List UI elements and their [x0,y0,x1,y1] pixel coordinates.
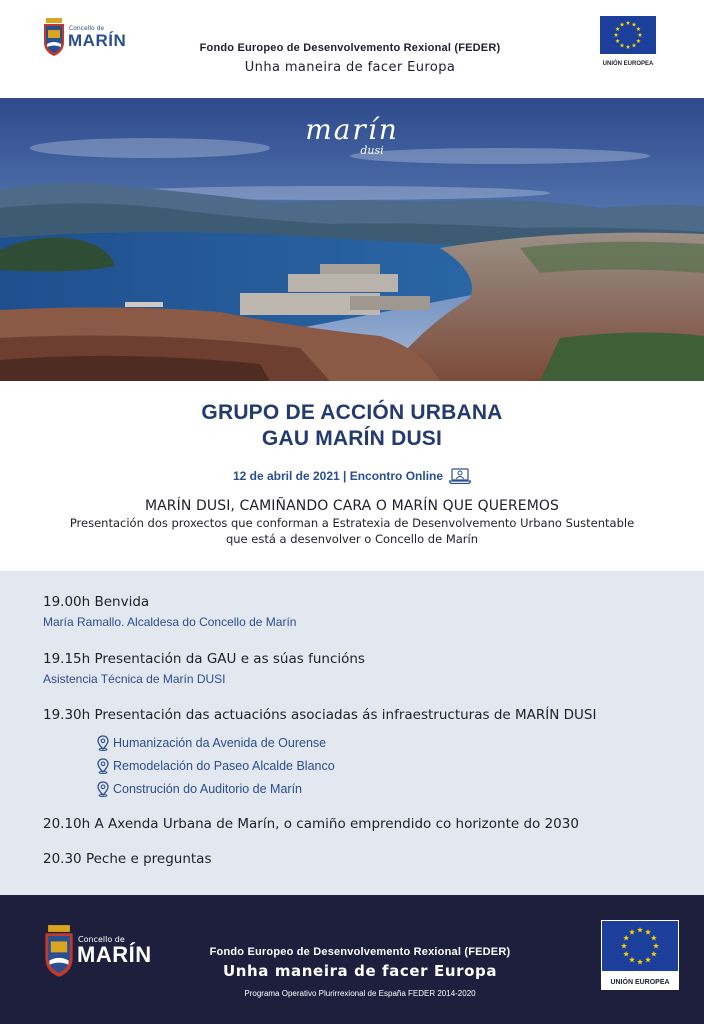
header [0,0,704,98]
eu-label: UNIÓN EUROPEA [602,61,654,67]
event-date [0,468,704,484]
agenda-item [43,594,296,629]
footer-eu-emblem [601,920,679,990]
eu-motto: Unha maneira de facer Europa [244,60,456,75]
logo-wordmark: MARÍN [77,942,152,967]
eu-flag-icon [602,921,678,971]
project-item [97,735,326,751]
brand-sub: dusi [360,144,384,157]
eu-flag-icon [600,16,656,54]
agenda-item-title: 20.10h A Axenda Urbana de Marín, o camiño emprendido co horizonte do 2030 [43,816,579,832]
project-item [97,758,335,774]
eu-label: UNIÓN EUROPEA [610,979,670,986]
logo-caption: Concello de [78,935,125,944]
event-title-line-2: GAU MARÍN DUSI [261,427,443,450]
hero-photo [0,98,704,381]
project-item [97,781,302,797]
eu-emblem [600,16,656,67]
agenda-item-title: 19.00h Benvida [43,594,150,610]
agenda-item [43,707,596,723]
coat-of-arms-icon [43,18,65,56]
project-label: Remodelación do Paseo Alcalde Blanco [113,759,335,773]
event-title-line-1: GRUPO DE ACCIÓN URBANA [201,401,503,424]
header-feder-block [150,42,550,75]
event-description [0,515,704,547]
concello-marin-logo [44,925,152,977]
event-description-line-1: Presentación dos proxectos que conforman a Estratexia de Desenvolvemento Urbano Sustentable [69,516,635,530]
location-pin-icon [97,781,109,797]
agenda-item [43,816,579,832]
footer-program: Programa Operativo Plurirrexional de España FEDER 2014-2020 [244,989,476,998]
laptop-video-icon [449,468,471,484]
event-date-text: 12 de abril de 2021 | Encontro Online [232,469,444,483]
agenda-item [43,851,212,867]
marin-dusi-brand [290,113,414,157]
agenda [0,571,704,895]
footer [0,895,704,1024]
location-pin-icon [97,758,109,774]
agenda-item-speaker: María Ramallo. Alcaldesa do Concello de Marín [43,615,297,629]
agenda-item-title: 19.15h Presentación da GAU e as súas funcións [43,651,365,667]
agenda-item-speaker: Asistencia Técnica de Marín DUSI [43,672,226,686]
agenda-item-title: 20.30 Peche e preguntas [43,851,212,867]
event-subtitle: MARÍN DUSI, CAMIÑANDO CARA O MARÍN QUE QUEREMOS [144,498,560,514]
project-label: Construción do Auditorio de Marín [113,782,302,796]
logo-caption: Concello de [69,24,105,32]
location-pin-icon [97,735,109,751]
brand-main: marín [305,113,399,146]
event-title [0,400,704,452]
footer-eu-motto: Unha maneira de facer Europa [222,962,498,980]
agenda-item-title: 19.30h Presentación das actuacións asociadas ás infraestructuras de MARÍN DUSI [43,707,597,723]
fund-name: Fondo Europeo de Desenvolvemento Rexional (FEDER) [199,42,501,54]
agenda-item [43,651,365,686]
event-title-section [0,381,704,571]
logo-wordmark: MARÍN [68,30,127,50]
project-label: Humanización da Avenida de Ourense [113,736,327,750]
footer-feder-block [160,946,560,998]
coat-of-arms-icon [44,925,74,977]
footer-fund-name: Fondo Europeo de Desenvolvemento Rexional (FEDER) [209,946,511,958]
concello-marin-logo [43,18,126,56]
event-description-line-2: que está a desenvolver o Concello de Marín [225,532,479,546]
